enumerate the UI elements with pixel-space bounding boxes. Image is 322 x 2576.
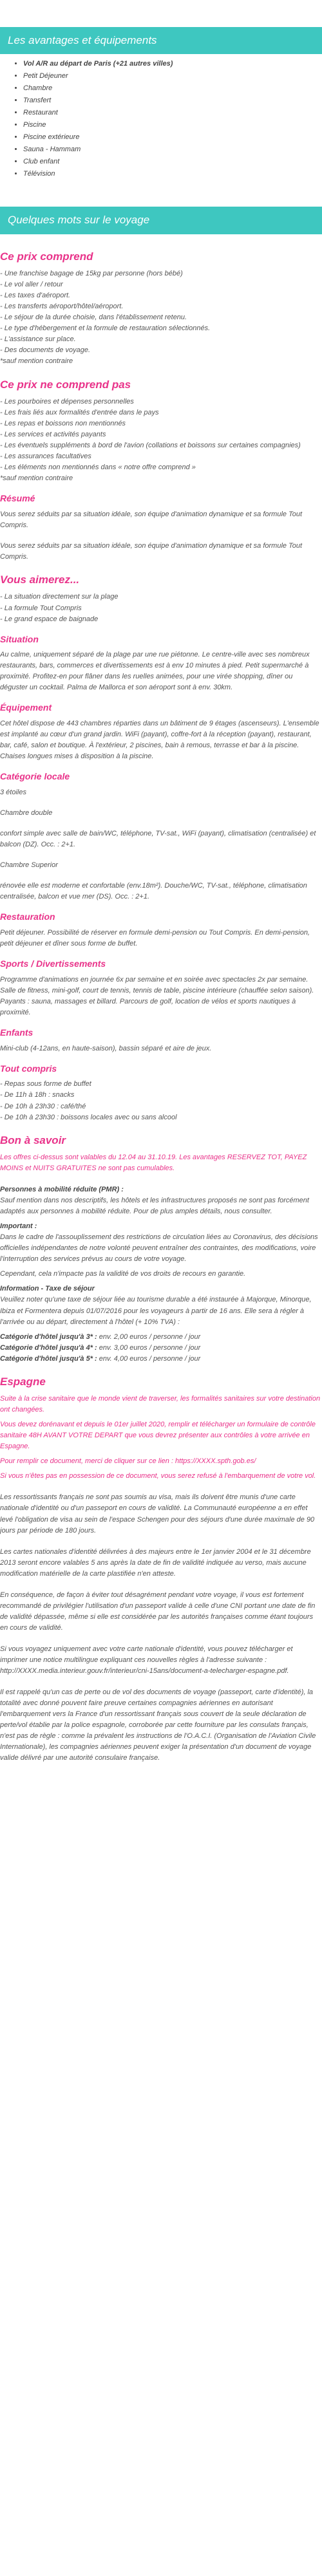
espagne-section	[0, 1374, 322, 1764]
section	[0, 492, 322, 563]
section	[0, 701, 322, 762]
espagne-health-paragraph: Pour remplir ce document, merci de cliquer sur ce lien : https://XXXX.spth.gob.es/	[0, 1457, 256, 1466]
section-line: - Des documents de voyage.	[0, 346, 91, 355]
advantage-item: • Transfert	[23, 95, 322, 107]
section-line: - Une franchise bagage de 15kg par personne (hors bébé)	[0, 270, 183, 278]
section	[0, 1026, 322, 1054]
section-line: - L'assistance sur place.	[0, 335, 76, 344]
pmr-text: Sauf mention dans nos descriptifs, les hôtels et les infrastructures proposés ne sont pas forcément adaptés aux personnes à mobilité réduite. Pour de plus amples détails, nous consulter.	[0, 1197, 309, 1216]
tax-title: Information - Taxe de séjour	[0, 1285, 95, 1293]
section-heading: Vous aimerez...	[0, 574, 80, 586]
section-line: - Les frais liés aux formalités d'entrée dans le pays	[0, 408, 159, 416]
tax-lines	[0, 1332, 322, 1365]
section-line: Vous serez séduits par sa situation idéale, son équipe d'animation dynamique et sa formule Tout Compris.	[0, 542, 303, 561]
section-line: - Le vol aller / retour	[0, 281, 63, 289]
tax-line-value: env. 2,00 euros / personne / jour	[97, 1332, 201, 1341]
section-line: - De 11h à 18h : snacks	[0, 1091, 75, 1099]
section-line: Au calme, uniquement séparé de la plage par une rue piétonne. Le centre-ville avec ses nombreux restaurants, bars, commerces et divertissements est à env 10 minutes à pied. Petit supermarché à proximité. Profitez-en pour flâner dans les ruelles animées, pour une virée shopping, dîner ou déguster un cocktail. Palma de Mallorca et son aéroport sont à env. 30km.	[0, 651, 310, 692]
section-heading: Sports / Divertissements	[0, 958, 106, 969]
section-line: confort simple avec salle de bain/WC, téléphone, TV-sat., WiFi (payant), climatisation (centralisée) et balcon (DZ). Occ. : 2+1.	[0, 830, 316, 849]
section-heading: Restauration	[0, 911, 55, 922]
advantage-item: • Piscine	[23, 119, 322, 131]
section-heading: Enfants	[0, 1027, 33, 1038]
section-line: - Les pourboires et dépenses personnelles	[0, 397, 134, 406]
tax-line	[0, 1332, 322, 1343]
section-line: *sauf mention contraire	[0, 474, 73, 483]
advantage-item: • Chambre	[23, 82, 322, 95]
espagne-health-paragraph: Vous devez dorénavant et depuis le 01er juillet 2020, remplir et télécharger un formulaire de contrôle sanitaire 48H AVANT VOTRE DEPART que vous devrez présenter aux contrôles à votre arrivée en Espagne.	[0, 1421, 316, 1451]
voyage-content	[0, 234, 322, 1794]
section-heading: Tout compris	[0, 1063, 57, 1074]
voyage-title: Quelques mots sur le voyage	[0, 207, 322, 234]
section-line: - Les repas et boissons non mentionnés	[0, 419, 126, 427]
section-heading: Résumé	[0, 493, 35, 504]
section-line: - De 10h à 23h30 : boissons locales avec ou sans alcool	[0, 1113, 177, 1121]
section-line: - Les services et activités payants	[0, 431, 106, 438]
tax-line-label: Catégorie d'hôtel jusqu'à 5* :	[0, 1354, 97, 1363]
advantage-item: • Piscine extérieure	[23, 131, 322, 144]
section-heading: Équipement	[0, 702, 52, 713]
tax-line-label: Catégorie d'hôtel jusqu'à 3* :	[0, 1332, 97, 1341]
section-line	[0, 819, 322, 828]
tax-line-value: env. 4,00 euros / personne / jour	[97, 1354, 201, 1363]
advantages-list	[0, 58, 322, 180]
espagne-paragraph: Les ressortissants français ne sont pas soumis au visa, mais ils doivent être munis d'une carte nationale d'identité ou d'un passeport en cours de validité. La Communauté européenne a en effet levé l'obligation de visa au sein de l'espace Schengen pour des séjours d'une durée maximale de 90 jours par période de 180 jours.	[0, 1493, 315, 1535]
section-line: Payants : sauna, massages et billard. Parcours de golf, location de vélos et sports nautiques à proximité.	[0, 997, 296, 1016]
section-line: - De 10h à 23h30 : café/thé	[0, 1102, 86, 1110]
section-line: Chambre Superior	[0, 861, 58, 870]
tax-line-value: env. 3,00 euros / personne / jour	[97, 1343, 201, 1352]
tax-line	[0, 1354, 322, 1365]
section-line: - La formule Tout Compris	[0, 604, 82, 612]
section-line: - Repas sous forme de buffet	[0, 1080, 91, 1088]
important-text-2: Cependant, cela n'impacte pas la validité de vos droits de recours en garantie.	[0, 1270, 246, 1278]
section-line: - Les éléments non mentionnés dans « notre offre comprend »	[0, 463, 196, 472]
section-line: - Le grand espace de baignade	[0, 615, 99, 623]
section	[0, 248, 322, 368]
section-line: - Les assurances facultatives	[0, 453, 91, 461]
section-line: - Le type d'hébergement et la formule de restauration sélectionnés.	[0, 324, 211, 333]
section-heading: Ce prix comprend	[0, 250, 93, 263]
tax-text: Veuillez noter qu'une taxe de séjour liée au tourisme durable a été instaurée à Majorque, Minorque, Ibiza et Formentera depuis 01/07/2016 pour les voyageurs à partir de 16 ans. Elle sera à régler à l'arrivée ou au départ, directement à l'hôtel (+ 10% TVA) :	[0, 1296, 312, 1326]
section-line: Cet hôtel dispose de 443 chambres réparties dans un bâtiment de 9 étages (ascenseurs). L'ensemble est implanté au cœur d'un grand jardin. WiFi (payant), coffre-fort à la réception (payant), restaurant, bar, café, salon et boutique. À l'extérieur, 2 piscines, bain à remous, terrasse et bar à la piscine. Chaises longues mises à disposition à la piscine.	[0, 720, 319, 761]
section-line	[0, 850, 322, 860]
section-line	[0, 798, 322, 808]
section-heading: Situation	[0, 633, 39, 644]
section-line	[0, 871, 322, 881]
section	[0, 910, 322, 949]
voyage-sections	[0, 248, 322, 1123]
section-line: Chambre double	[0, 809, 53, 817]
tax-line-label: Catégorie d'hôtel jusqu'à 4* :	[0, 1343, 97, 1352]
espagne-paragraph: Il est rappelé qu'un cas de perte ou de vol des documents de voyage (passeport, carte d'identité), la totalité avec donné pouvent faire preuve certaines compagnies aériennes en autorisant l'embarquement vers la France d'un ressortissant français sous couvert de la seule déclaration de perte/vol établie par la police espagnole, corroborée par cette fourniture par les consulats français, n'est pas de règle : comme la prévalent les instructions de l'O.A.C.I. (Organisation de l'Aviation Civile Internationale), les compagnies aériennes peuvent exiger la présentation d'un document de voyage valide délivré par une autorité consulaire française.	[0, 1688, 316, 1762]
espagne-health-paragraph: Suite à la crise sanitaire que le monde vient de traverser, les formalités sanitaires sur votre destination ont changées.	[0, 1395, 321, 1414]
espagne-heading: Espagne	[0, 1375, 46, 1388]
section	[0, 633, 322, 694]
important-title: Important :	[0, 1222, 37, 1231]
section-line: Vous serez séduits par sa situation idéale, son équipe d'animation dynamique et sa formule Tout Compris.	[0, 510, 303, 529]
section-line: - Les taxes d'aéroport.	[0, 292, 71, 300]
tax-line	[0, 1343, 322, 1354]
espagne-paragraph: En conséquence, de façon à éviter tout désagrément pendant votre voyage, il vous est fortement recommandé de privilégier l'utilisation d'un passeport valide à celle d'une CNI portant une date de fin de validité dépassée, même si elle est considérée par les autorités françaises comme étant toujours en cours de validité.	[0, 1591, 316, 1632]
advantage-item: • Club enfant	[23, 156, 322, 168]
section-line: - Le séjour de la durée choisie, dans l'établissement retenu.	[0, 313, 187, 322]
espagne-health-paragraph: Si vous n'êtes pas en possession de ce document, vous serez refusé à l'embarquement de votre vol.	[0, 1472, 316, 1480]
espagne-paragraph: Les cartes nationales d'identité délivrées à des majeurs entre le 1er janvier 2004 et le 31 décembre 2013 seront encore valables 5 ans après la date de fin de validité indiquée au verso, mais aucune modification matérielle de la carte plastifiée n'en atteste.	[0, 1547, 311, 1578]
section-line	[0, 531, 322, 541]
pmr-title: Personnes à mobilité réduite (PMR) :	[0, 1186, 124, 1194]
bon-a-savoir-intro: Les offres ci-dessus sont valables du 12.04 au 31.10.19. Les avantages RESERVEZ TOT, PAYEZ MOINS et NUITS GRATUITES ne sont pas cumulables.	[0, 1153, 307, 1173]
section-line: Programme d'animations en journée 6x par semaine et en soirée avec spectacles 2x par semaine. Salle de fitness, mini-golf, court de tennis, tennis de table, piscine intérieure (chauffée selon saison).	[0, 975, 314, 994]
section-line: rénovée elle est moderne et confortable (env.18m²). Douche/WC, TV-sat., téléphone, climatisation centralisée, balcon et vue mer (DS). Occ. : 2+1.	[0, 882, 307, 901]
espagne-health-notice	[0, 1394, 322, 1482]
important-text: Dans le cadre de l'assouplissement des restrictions de circulation liées au Coronavirus, des décisions officielles indépendantes de notre volonté peuvent entraîner des contraintes, des modifications, voire l'interruption des services prévus au cours de votre voyage.	[0, 1233, 318, 1264]
section-heading: Ce prix ne comprend pas	[0, 378, 131, 391]
section-line: *sauf mention contraire	[0, 357, 73, 366]
section-heading: Catégorie locale	[0, 771, 70, 782]
advantage-item: • Restaurant	[23, 107, 322, 119]
bon-a-savoir-section	[0, 1132, 322, 1365]
advantages-title: Les avantages et équipements	[0, 27, 322, 54]
section	[0, 572, 322, 624]
advantage-item: • Télévision	[23, 168, 322, 180]
espagne-paragraph: Si vous voyagez uniquement avec votre carte nationale d'identité, vous pouvez télécharger et imprimer une notice multilingue expliquant ces nouvelles règles à l'adresse suivante : http://XXXX.media.interieur.gouv.fr/interieur/cni-15ans/document-a-telecharger-espagne.pdf.	[0, 1645, 293, 1675]
section-line: Mini-club (4-12ans, en haute-saison), bassin séparé et aire de jeux.	[0, 1044, 212, 1052]
section	[0, 377, 322, 485]
bon-a-savoir-heading: Bon à savoir	[0, 1134, 66, 1146]
section-line: - La situation directement sur la plage	[0, 593, 118, 601]
advantage-item: • Vol A/R au départ de Paris (+21 autres villes)	[23, 58, 322, 70]
section-line: - Les éventuels suppléments à bord de l'avion (collations et boissons sur certaines compagnies)	[0, 442, 301, 450]
espagne-paragraphs	[0, 1486, 322, 1764]
advantage-item: • Sauna - Hammam	[23, 144, 322, 156]
advantage-item: • Petit Déjeuner	[23, 70, 322, 82]
section	[0, 770, 322, 902]
section-line: 3 étoiles	[0, 789, 26, 797]
section-line: - Les transferts aéroport/hôtel/aéroport.	[0, 303, 124, 311]
section	[0, 1062, 322, 1123]
section-line: Petit déjeuner. Possibilité de réserver en formule demi-pension ou Tout Compris. En demi-pension, petit déjeuner et dîner sous forme de buffet.	[0, 929, 310, 948]
section	[0, 957, 322, 1018]
